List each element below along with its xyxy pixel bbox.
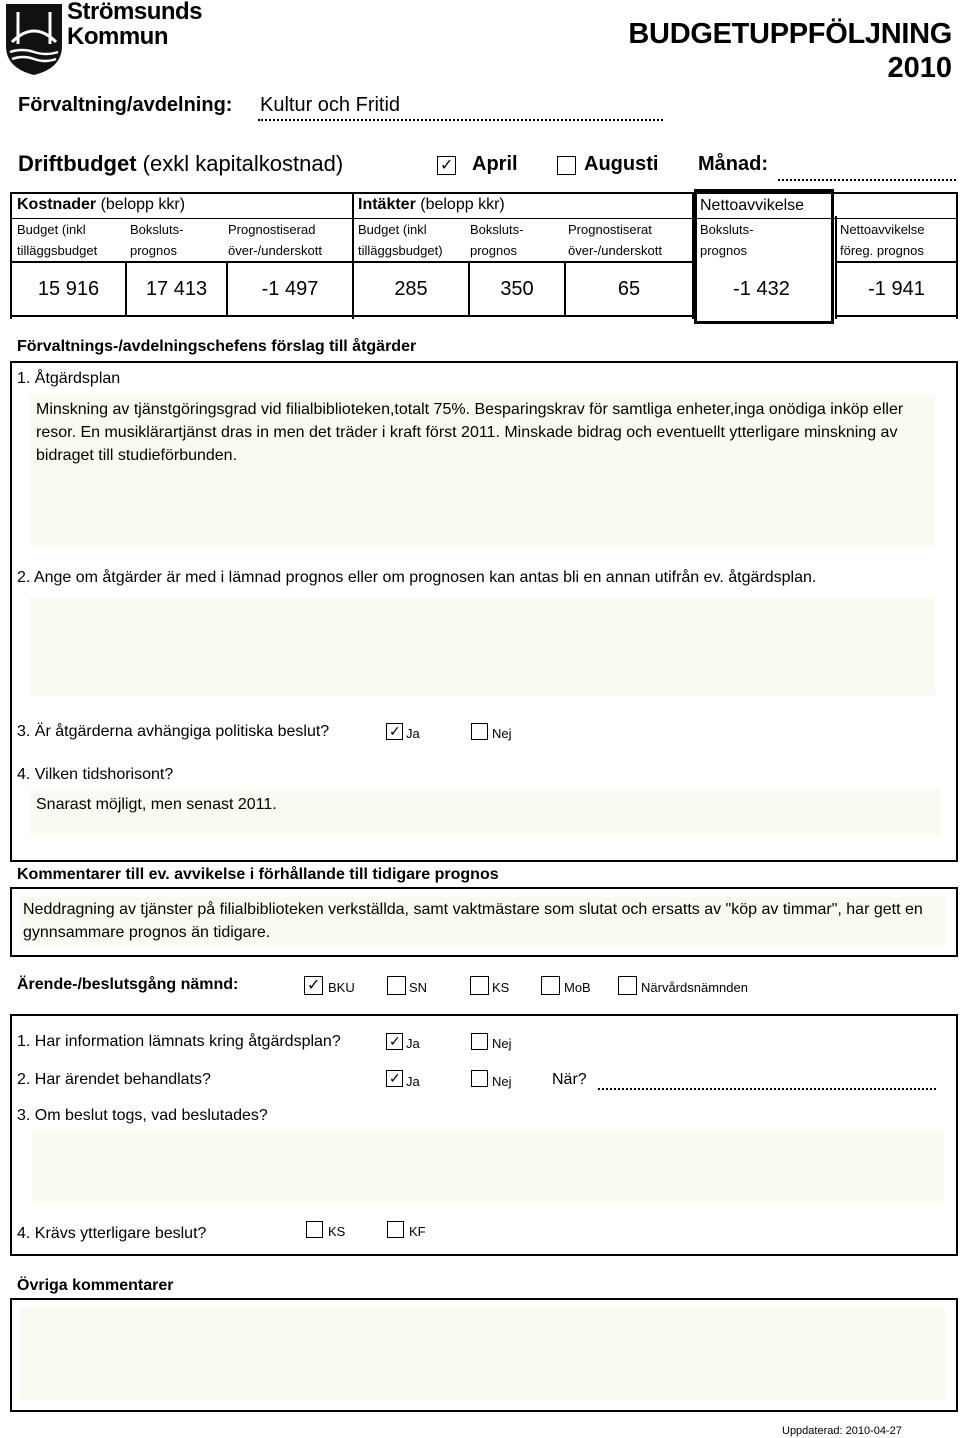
col-header-forecast-costs: Boksluts- prognos bbox=[130, 222, 184, 258]
income-group-bold: Intäkter bbox=[358, 196, 416, 213]
logo-line-1: Strömsunds bbox=[67, 0, 203, 25]
col-header-net-previous: Nettoavvikelse föreg. prognos bbox=[840, 222, 925, 258]
budget-type-rest: (exkl kapitalkostnad) bbox=[136, 151, 344, 176]
action-plan-field[interactable] bbox=[30, 395, 935, 545]
time-horizon-field[interactable] bbox=[30, 789, 940, 835]
narvardsnamnden-checkbox[interactable] bbox=[618, 976, 637, 995]
narvardsnamnden-label: Närvårdsnämnden bbox=[641, 980, 748, 995]
net-group-header: Nettoavvikelse bbox=[700, 197, 805, 214]
q3-ja-label: Ja bbox=[406, 726, 420, 741]
q3-nej-checkbox[interactable] bbox=[471, 723, 488, 740]
political-decision-question: 3. Är åtgärderna avhängiga politiska beslut? bbox=[17, 723, 330, 740]
col-header-forecast-income: Boksluts- prognos bbox=[470, 222, 524, 258]
q3-nej-label: Nej bbox=[492, 726, 512, 741]
ks-checkbox[interactable] bbox=[470, 976, 489, 995]
col-header-budget-income: Budget (inkl tilläggsbudget) bbox=[358, 222, 443, 258]
coat-of-arms-icon bbox=[4, 2, 64, 76]
income-group-rest: (belopp kkr) bbox=[415, 196, 505, 213]
value-forecast-income[interactable]: 350 bbox=[468, 261, 566, 317]
month-label: Månad: bbox=[698, 153, 768, 175]
bku-checkbox[interactable] bbox=[304, 976, 323, 995]
handled-question: 2. Har ärendet behandlats? bbox=[17, 1071, 211, 1088]
costs-group-bold: Kostnader bbox=[17, 196, 97, 213]
q2-ja-label: Ja bbox=[406, 1074, 420, 1089]
q1-nej-checkbox[interactable] bbox=[471, 1033, 488, 1050]
q3-ja-checkbox[interactable] bbox=[386, 723, 403, 740]
actions-heading: Förvaltnings-/avdelningschefens förslag till åtgärder bbox=[17, 338, 417, 355]
q4-kf-label: KF bbox=[409, 1224, 426, 1239]
document-year: 2010 bbox=[887, 52, 952, 84]
department-field[interactable] bbox=[258, 93, 663, 121]
logo-line-2: Kommun bbox=[67, 23, 168, 50]
mob-checkbox[interactable] bbox=[541, 976, 560, 995]
ks-label: KS bbox=[492, 980, 510, 995]
month-field[interactable] bbox=[778, 163, 956, 181]
value-net-previous[interactable]: -1 941 bbox=[835, 261, 958, 317]
value-surplus-income[interactable]: 65 bbox=[564, 261, 694, 317]
comments-field[interactable] bbox=[20, 897, 945, 945]
augusti-label: Augusti bbox=[584, 153, 659, 175]
value-net-forecast[interactable]: -1 432 bbox=[733, 277, 790, 300]
col-header-budget-costs: Budget (inkl tilläggsbudget bbox=[17, 222, 98, 258]
mob-label: MoB bbox=[564, 980, 591, 995]
q1-nej-label: Nej bbox=[492, 1036, 512, 1051]
forecast-question: 2. Ange om åtgärder är med i lämnad prognos eller om prognosen kan antas bli en annan utifrån ev. åtgärdsplan. bbox=[17, 569, 817, 586]
sn-label: SN bbox=[409, 980, 428, 995]
value-budget-costs[interactable]: 15 916 bbox=[10, 261, 127, 317]
check-icon: ✓ bbox=[307, 977, 321, 994]
q4-ks-label: KS bbox=[328, 1224, 346, 1239]
q2-nej-checkbox[interactable] bbox=[471, 1070, 488, 1087]
value-forecast-costs[interactable]: 17 413 bbox=[125, 261, 228, 317]
costs-group-rest: (belopp kkr) bbox=[96, 196, 186, 213]
time-horizon-text: Snarast möjligt, men senast 2011. bbox=[36, 796, 277, 813]
action-plan-text: Minskning av tjänstgöringsgrad vid filialbiblioteken,totalt 75%. Besparingskrav för samtliga enheter,inga onödiga inköp eller resor. En musiklärartjänst dras in men det träder i kraft först 2011. Minskade bidrag och eventuellt ytterligare minskning av bidraget till studieförbunden. bbox=[36, 401, 904, 464]
process-label: Ärende-/beslutsgång nämnd: bbox=[17, 976, 239, 993]
value-budget-income[interactable]: 285 bbox=[352, 261, 470, 317]
sn-checkbox[interactable] bbox=[387, 976, 406, 995]
q1-ja-label: Ja bbox=[406, 1036, 420, 1051]
augusti-checkbox[interactable] bbox=[557, 156, 576, 175]
q4-kf-checkbox[interactable] bbox=[387, 1221, 404, 1238]
decision-field[interactable] bbox=[32, 1130, 944, 1203]
budget-type-title bbox=[18, 151, 343, 177]
q2-nej-label: Nej bbox=[492, 1074, 512, 1089]
when-label: När? bbox=[552, 1071, 587, 1088]
q2-ja-checkbox[interactable] bbox=[386, 1070, 403, 1087]
department-value: Kultur och Fritid bbox=[260, 94, 401, 116]
decision-question: 3. Om beslut togs, vad beslutades? bbox=[17, 1107, 268, 1124]
q4-ks-checkbox[interactable] bbox=[306, 1221, 323, 1238]
other-comments-field[interactable] bbox=[20, 1308, 945, 1400]
april-checkbox[interactable] bbox=[437, 156, 456, 175]
col-header-surplus-costs: Prognostiserad över-/underskott bbox=[228, 222, 322, 258]
check-icon: ✓ bbox=[440, 157, 454, 174]
budget-type-bold: Driftbudget bbox=[18, 151, 137, 176]
check-icon: ✓ bbox=[389, 723, 401, 739]
document-title: BUDGETUPPFÖLJNING bbox=[628, 18, 952, 50]
information-question: 1. Har information lämnats kring åtgärdsplan? bbox=[17, 1033, 341, 1050]
comments-heading: Kommentarer till ev. avvikelse i förhållande till tidigare prognos bbox=[17, 866, 499, 883]
time-horizon-question: 4. Vilken tidshorisont? bbox=[17, 766, 174, 783]
q1-ja-checkbox[interactable] bbox=[386, 1033, 403, 1050]
income-group-header bbox=[358, 196, 505, 214]
updated-date: Uppdaterad: 2010-04-27 bbox=[782, 1425, 902, 1437]
check-icon: ✓ bbox=[389, 1033, 401, 1049]
col-header-surplus-income: Prognostiserat över-/underskott bbox=[568, 222, 662, 258]
costs-group-header bbox=[17, 196, 185, 214]
further-decision-question: 4. Krävs ytterligare beslut? bbox=[17, 1225, 207, 1242]
check-icon: ✓ bbox=[389, 1070, 401, 1086]
department-label: Förvaltning/avdelning: bbox=[18, 94, 233, 116]
value-surplus-costs[interactable]: -1 497 bbox=[226, 261, 354, 317]
forecast-answer-field[interactable] bbox=[30, 598, 935, 695]
action-plan-label: 1. Åtgärdsplan bbox=[17, 370, 121, 387]
col-header-net-forecast: Boksluts- prognos bbox=[700, 222, 754, 258]
bku-label: BKU bbox=[328, 980, 355, 995]
other-comments-heading: Övriga kommentarer bbox=[17, 1277, 174, 1294]
when-field[interactable] bbox=[598, 1076, 936, 1090]
april-label: April bbox=[472, 153, 518, 175]
comments-text: Neddragning av tjänster på filialbiblioteken verkställda, samt vaktmästare som slutat och ersatts av "köp av timmar", har gett en gynnsammare prognos än tidigare. bbox=[23, 901, 923, 941]
